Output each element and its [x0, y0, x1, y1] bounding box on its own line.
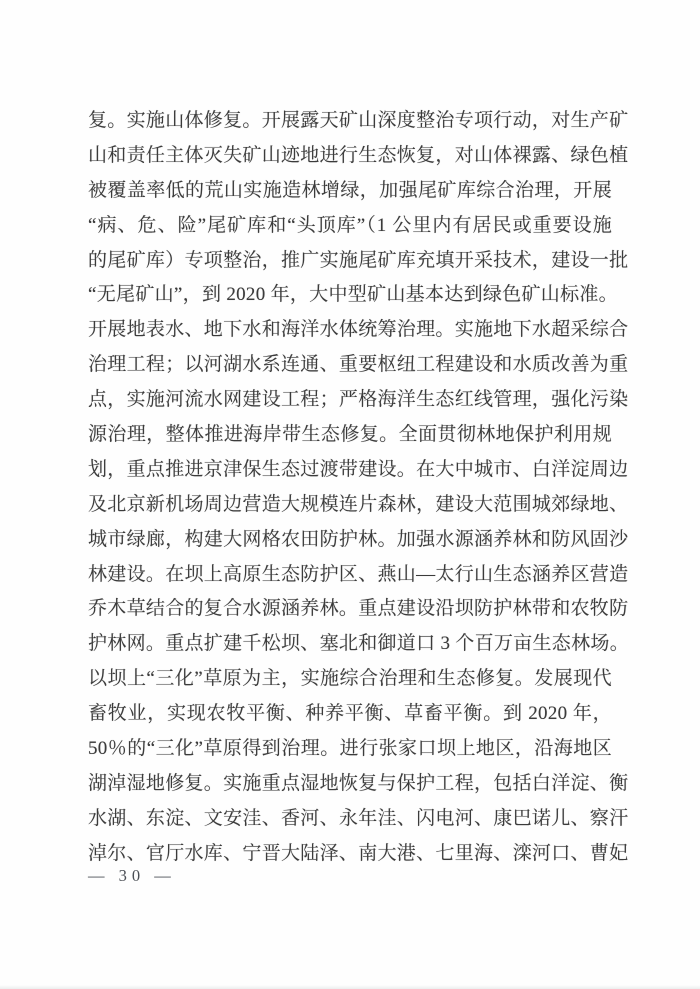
page-number: — 30 — [88, 866, 176, 885]
text-line: 城市绿廊，构建大网格农田防护林。加强水源涵养林和防风固沙 [88, 528, 629, 550]
text-line: 开展地表水、地下水和海洋水体统筹治理。实施地下水超采综合 [88, 319, 629, 341]
text-line: 治理工程；以河湖水系连通、重要枢纽工程建设和水质改善为重 [88, 354, 629, 376]
scan-edge [0, 985, 700, 989]
text-line: 以坝上“三化”草原为主，实施综合治理和生态修复。发展现代 [88, 668, 612, 690]
body-text [88, 104, 630, 872]
text-line: 乔木草结合的复合水源涵养林。重点建设沿坝防护林带和农牧防 [88, 598, 629, 620]
text-line: 50％的“三化”草原得到治理。进行张家口坝上地区，沿海地区 [88, 738, 612, 760]
text-line: 划，重点推进京津保生态过渡带建设。在大中城市、白洋淀周边 [88, 458, 629, 480]
text-line: 山和责任主体灭失矿山迹地进行生态恢复，对山体裸露、绿色植 [88, 144, 629, 166]
text-line: 湖淖湿地修复。实施重点湿地恢复与保护工程，包括白洋淀、衡 [88, 772, 629, 794]
text-line: 被覆盖率低的荒山实施造林增绿，加强尾矿库综合治理，开展 [88, 179, 612, 201]
text-line: 及北京新机场周边营造大规模连片森林，建设大范围城郊绿地、 [88, 493, 629, 515]
text-line: “无尾矿山”，到 2020 年，大中型矿山基本达到绿色矿山标准。 [88, 284, 618, 306]
text-line: 淖尔、官厅水库、宁晋大陆泽、南大港、七里海、滦河口、曹妃 [88, 842, 629, 864]
text-line: 源治理，整体推进海岸带生态修复。全面贯彻林地保护利用规 [88, 424, 612, 446]
text-line: 的尾矿库）专项整治，推广实施尾矿库充填开采技术，建设一批 [88, 249, 629, 271]
text-line: 护林网。重点扩建千松坝、塞北和御道口 3 个百万亩生态林场。 [88, 633, 630, 655]
text-line: 畜牧业，实现农牧平衡、种养平衡、草畜平衡。到 2020 年， [88, 703, 612, 725]
text-line: 复。实施山体修复。开展露天矿山深度整治专项行动，对生产矿 [88, 110, 629, 131]
text-line: 点，实施河流水网建设工程；严格海洋生态红线管理，强化污染 [88, 389, 629, 411]
text-line: 水湖、东淀、文安洼、香河、永年洼、闪电河、康巴诺儿、察汗 [88, 807, 629, 829]
text-line: “病、危、险”尾矿库和“头顶库”（1 公里内有居民或重要设施 [88, 214, 612, 236]
text-line: 林建设。在坝上高原生态防护区、燕山—太行山生态涵养区营造 [88, 563, 629, 585]
